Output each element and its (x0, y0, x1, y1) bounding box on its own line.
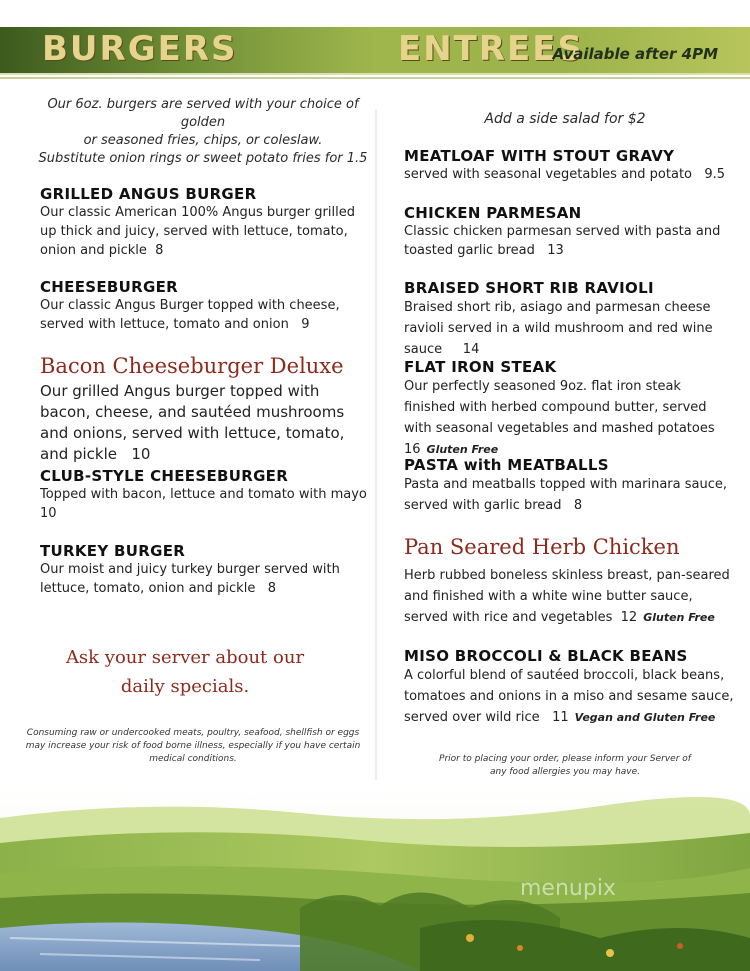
item-description: Pasta and meatballs topped with marinara sauce, served with garlic bread 8 (404, 477, 727, 513)
featured-item-name: Bacon Cheeseburger Deluxe (40, 354, 344, 378)
item-description: Classic chicken parmesan served with pasta and toasted garlic bread 13 (404, 224, 721, 258)
dietary-tag: Vegan and Gluten Free (574, 711, 716, 724)
item-price: 14 (462, 342, 480, 357)
item-description: Topped with bacon, lettuce and tomato with mayo 10 (40, 487, 367, 521)
allergy-notice: Prior to placing your order, please inform your Server of any food allergies you may have. (439, 754, 691, 777)
featured-item-name: Pan Seared Herb Chicken (404, 535, 680, 559)
column-divider (375, 110, 377, 780)
specials-line: Ask your server about our (65, 647, 305, 668)
item-price: 9.5 (704, 167, 726, 182)
intro-line: or seasoned fries, chips, or coleslaw. (83, 133, 323, 148)
header-banner (0, 27, 750, 75)
daily-specials-note (40, 643, 330, 701)
item-name: MISO BROCCOLI & BLACK BEANS (404, 647, 688, 665)
featured-item (40, 354, 370, 465)
item-name: PASTA with MEATBALLS (404, 456, 609, 474)
intro-line: Our 6oz. burgers are served with your choice of golden (47, 97, 359, 130)
menu-item (40, 467, 370, 523)
item-description: Our grilled Angus burger topped with bacon, cheese, and sautéed mushrooms and onions, served with lettuce, tomato, and pickle 10 (40, 382, 345, 463)
item-name: FLAT IRON STEAK (404, 358, 557, 376)
menu-item (404, 147, 729, 184)
item-description: A colorful blend of sautéed broccoli, black beans, tomatoes and onions in a miso and sesame sauce, served over wild rice 11 Vegan and Gluten Free (404, 668, 734, 725)
item-price: 16 (404, 442, 421, 457)
dietary-tag: Gluten Free (426, 443, 499, 456)
featured-item (404, 535, 734, 628)
item-description: served with seasonal vegetables and potato 9.5 (404, 167, 726, 182)
menu-item (40, 185, 370, 260)
item-description: Our classic American 100% Angus burger grilled up thick and juicy, served with lettuce, tomato, onion and pickle 8 (40, 205, 355, 258)
item-name: MEATLOAF WITH STOUT GRAVY (404, 147, 675, 165)
entrees-title: ENTREES (398, 29, 584, 69)
burgers-intro (28, 96, 378, 168)
item-price: 11 (552, 710, 569, 725)
menu-item (404, 279, 729, 360)
landscape-illustration (0, 788, 750, 971)
item-name: GRILLED ANGUS BURGER (40, 185, 257, 203)
item-name: CHICKEN PARMESAN (404, 204, 582, 222)
item-description: Braised short rib, asiago and parmesan cheese ravioli served in a wild mushroom and red wine sauce 14 (404, 300, 713, 357)
item-description: Herb rubbed boneless skinless breast, pan-seared and finished with a white wine butter sauce, served with rice and vegetables 12 Gluten Free (404, 568, 730, 625)
intro-line: Substitute onion rings or sweet potato fries for 1.5 (38, 151, 368, 166)
entrees-intro: Add a side salad for $2 (484, 111, 646, 127)
item-price: 13 (547, 243, 564, 258)
food-safety-disclaimer: Consuming raw or undercooked meats, poultry, seafood, shellfish or eggs may increase your risk of food borne illness, especially if you have certain medical conditions. (25, 728, 361, 764)
banner-rule (0, 77, 750, 79)
item-description: Our classic Angus Burger topped with cheese, served with lettuce, tomato and onion 9 (40, 298, 340, 332)
menu-item (404, 647, 734, 728)
item-name: BRAISED SHORT RIB RAVIOLI (404, 279, 654, 297)
item-name: CLUB-STYLE CHEESEBURGER (40, 467, 289, 485)
menu-item (404, 456, 729, 516)
item-price: 12 (620, 610, 638, 625)
item-price: 8 (267, 581, 277, 596)
item-name: TURKEY BURGER (40, 542, 186, 560)
menu-item (404, 204, 729, 260)
item-description: Our moist and juicy turkey burger served with lettuce, tomato, onion and pickle 8 (40, 562, 340, 596)
burgers-title: BURGERS (42, 29, 238, 69)
item-price: 8 (573, 498, 583, 513)
specials-line: daily specials. (120, 676, 250, 697)
item-price: 10 (131, 445, 151, 463)
watermark: menupix (520, 876, 616, 901)
availability-note: Available after 4PM (552, 45, 718, 63)
menu-item (404, 358, 729, 460)
item-price: 10 (40, 506, 57, 521)
item-price: 8 (155, 243, 164, 258)
menu-item (40, 278, 370, 334)
item-name: CHEESEBURGER (40, 278, 178, 296)
item-price: 9 (301, 317, 310, 332)
item-description: Our perfectly seasoned 9oz. flat iron steak finished with herbed compound butter, served with seasonal vegetables and mashed potatoes 16 Gluten Free (404, 379, 715, 457)
menu-item (40, 542, 370, 598)
dietary-tag: Gluten Free (643, 611, 715, 624)
